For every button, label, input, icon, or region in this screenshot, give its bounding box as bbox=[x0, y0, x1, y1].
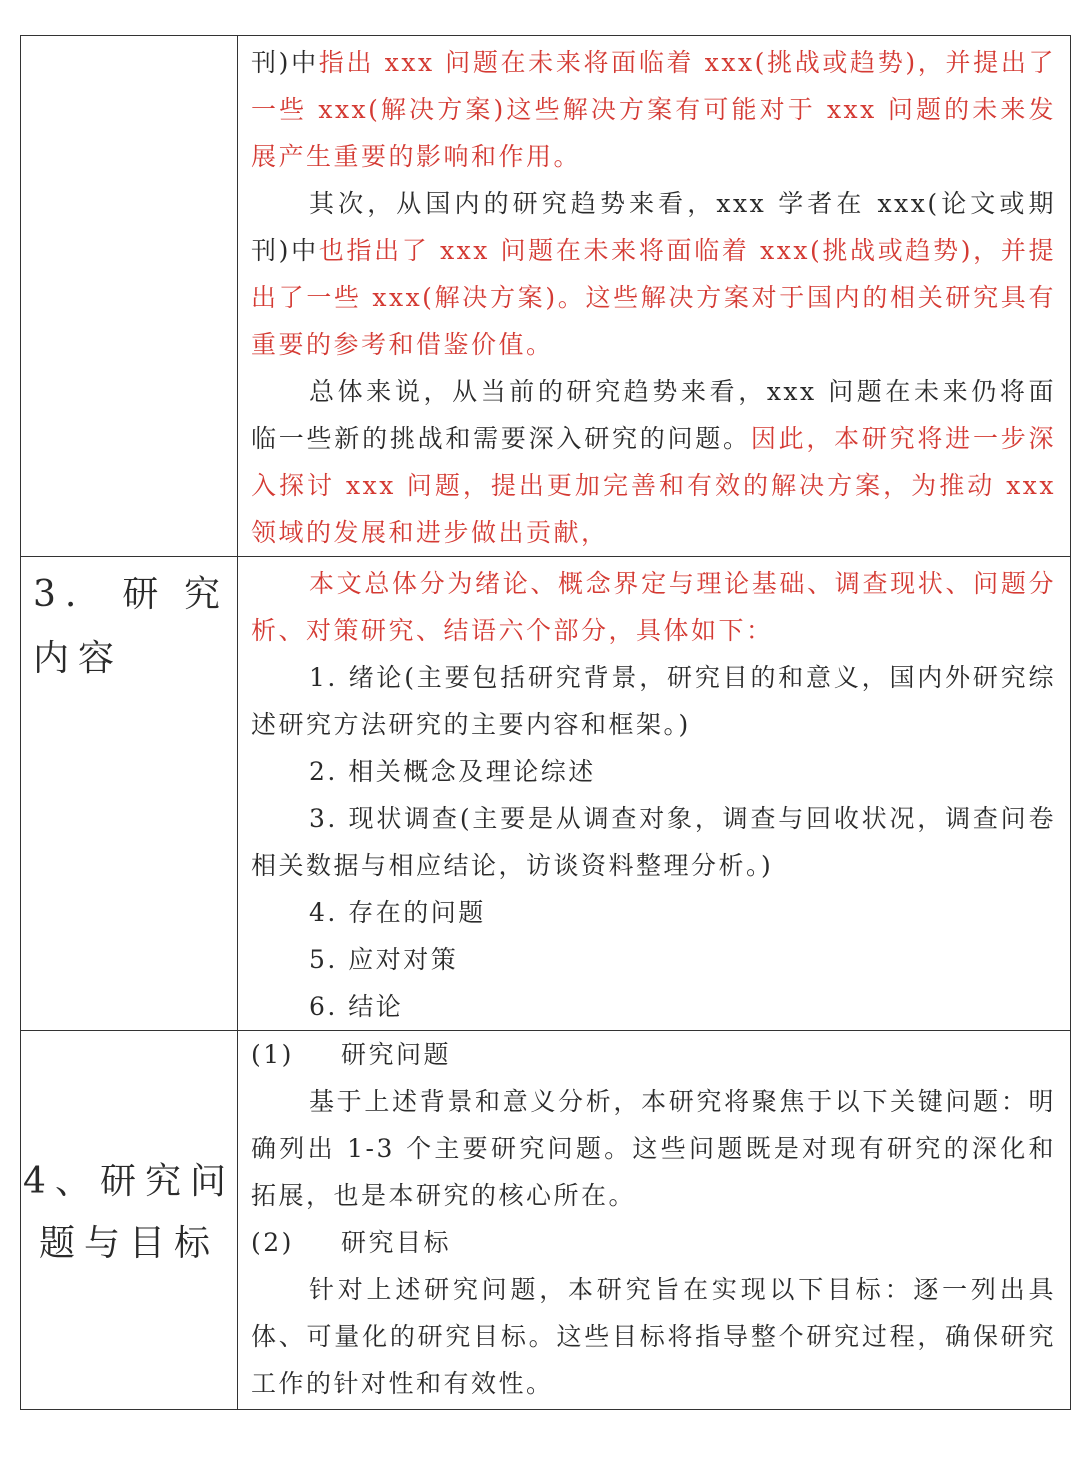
subheading-research-goals: (2) 研究目标 bbox=[251, 1228, 452, 1257]
row-label-cell bbox=[21, 557, 238, 1031]
proposal-table bbox=[20, 35, 1071, 1410]
row-label-cell bbox=[21, 1031, 238, 1410]
paragraph-summary: 总体来说，从当前的研究趋势来看，xxx 问题在未来仍将面临一些新的挑战和需要深入研究的问题。因此，本研究将进一步深入探讨 xxx 问题，提出更加完善和有效的解决方案，为推动 xxx 领域的发展和进步做出贡献， bbox=[251, 377, 1056, 547]
list-item: 3. 现状调查(主要是从调查对象，调查与回收状况，调查问卷相关数据与相应结论，访谈资料整理分析。) bbox=[251, 804, 1056, 880]
row-content-cell bbox=[238, 36, 1071, 557]
red-template-text: 指出 xxx 问题在未来将面临着 xxx(挑战或趋势)，并提出了一些 xxx(解决方案)这些解决方案有可能对于 xxx 问题的未来发展产生重要的影响和作用。 bbox=[251, 48, 1056, 171]
red-template-text: 也指出了 xxx 问题在未来将面临着 xxx(挑战或趋势)，并提出了一些 xxx(解决方案)。这些解决方案对于国内的相关研究具有重要的参考和借鉴价值。 bbox=[251, 236, 1056, 359]
list-item: 4. 存在的问题 bbox=[309, 898, 486, 927]
list-item: 1. 绪论(主要包括研究背景，研究目的和意义，国内外研究综述研究方法研究的主要内容和框架。) bbox=[251, 663, 1056, 739]
row-label-cell-empty bbox=[21, 36, 238, 557]
row-content-cell bbox=[238, 1031, 1071, 1410]
table-row-research-content bbox=[21, 557, 1071, 1031]
list-item: 2. 相关概念及理论综述 bbox=[309, 757, 596, 786]
paragraph-domestic-trends: 其次，从国内的研究趋势来看，xxx 学者在 xxx(论文或期刊)中也指出了 xxx 问题在未来将面临着 xxx(挑战或趋势)，并提出了一些 xxx(解决方案)。这些解决方案对于国内的相关研究具有重要的参考和借鉴价值。 bbox=[251, 189, 1056, 359]
list-item: 5. 应对对策 bbox=[309, 945, 459, 974]
row-content-cell bbox=[238, 557, 1071, 1031]
section-label-questions-goals: 4、研究问 题与目标 bbox=[23, 1161, 235, 1264]
paragraph-research-questions: 基于上述背景和意义分析，本研究将聚焦于以下关键问题：明确列出 1-3 个主要研究问题。这些问题既是对现有研究的深化和拓展，也是本研究的核心所在。 bbox=[251, 1087, 1056, 1210]
red-template-text: 因此，本研究将进一步深入探讨 xxx 问题，提出更加完善和有效的解决方案，为推动 xxx 领域的发展和进步做出贡献， bbox=[251, 424, 1056, 547]
section-label-research-content: 3. 研究内容 bbox=[33, 574, 229, 679]
paragraph-foreign-trends: 刊)中指出 xxx 问题在未来将面临着 xxx(挑战或趋势)，并提出了一些 xxx(解决方案)这些解决方案有可能对于 xxx 问题的未来发展产生重要的影响和作用。 bbox=[251, 48, 1056, 171]
subheading-research-questions: (1) 研究问题 bbox=[251, 1040, 452, 1069]
list-item: 6. 结论 bbox=[309, 992, 404, 1021]
table-row-questions-goals bbox=[21, 1031, 1071, 1410]
table-row-research-trends bbox=[21, 36, 1071, 557]
paragraph-research-goals: 针对上述研究问题，本研究旨在实现以下目标：逐一列出具体、可量化的研究目标。这些目标将指导整个研究过程，确保研究工作的针对性和有效性。 bbox=[251, 1275, 1056, 1398]
content-intro: 本文总体分为绪论、概念界定与理论基础、调查现状、问题分析、对策研究、结语六个部分，具体如下： bbox=[251, 569, 1056, 645]
